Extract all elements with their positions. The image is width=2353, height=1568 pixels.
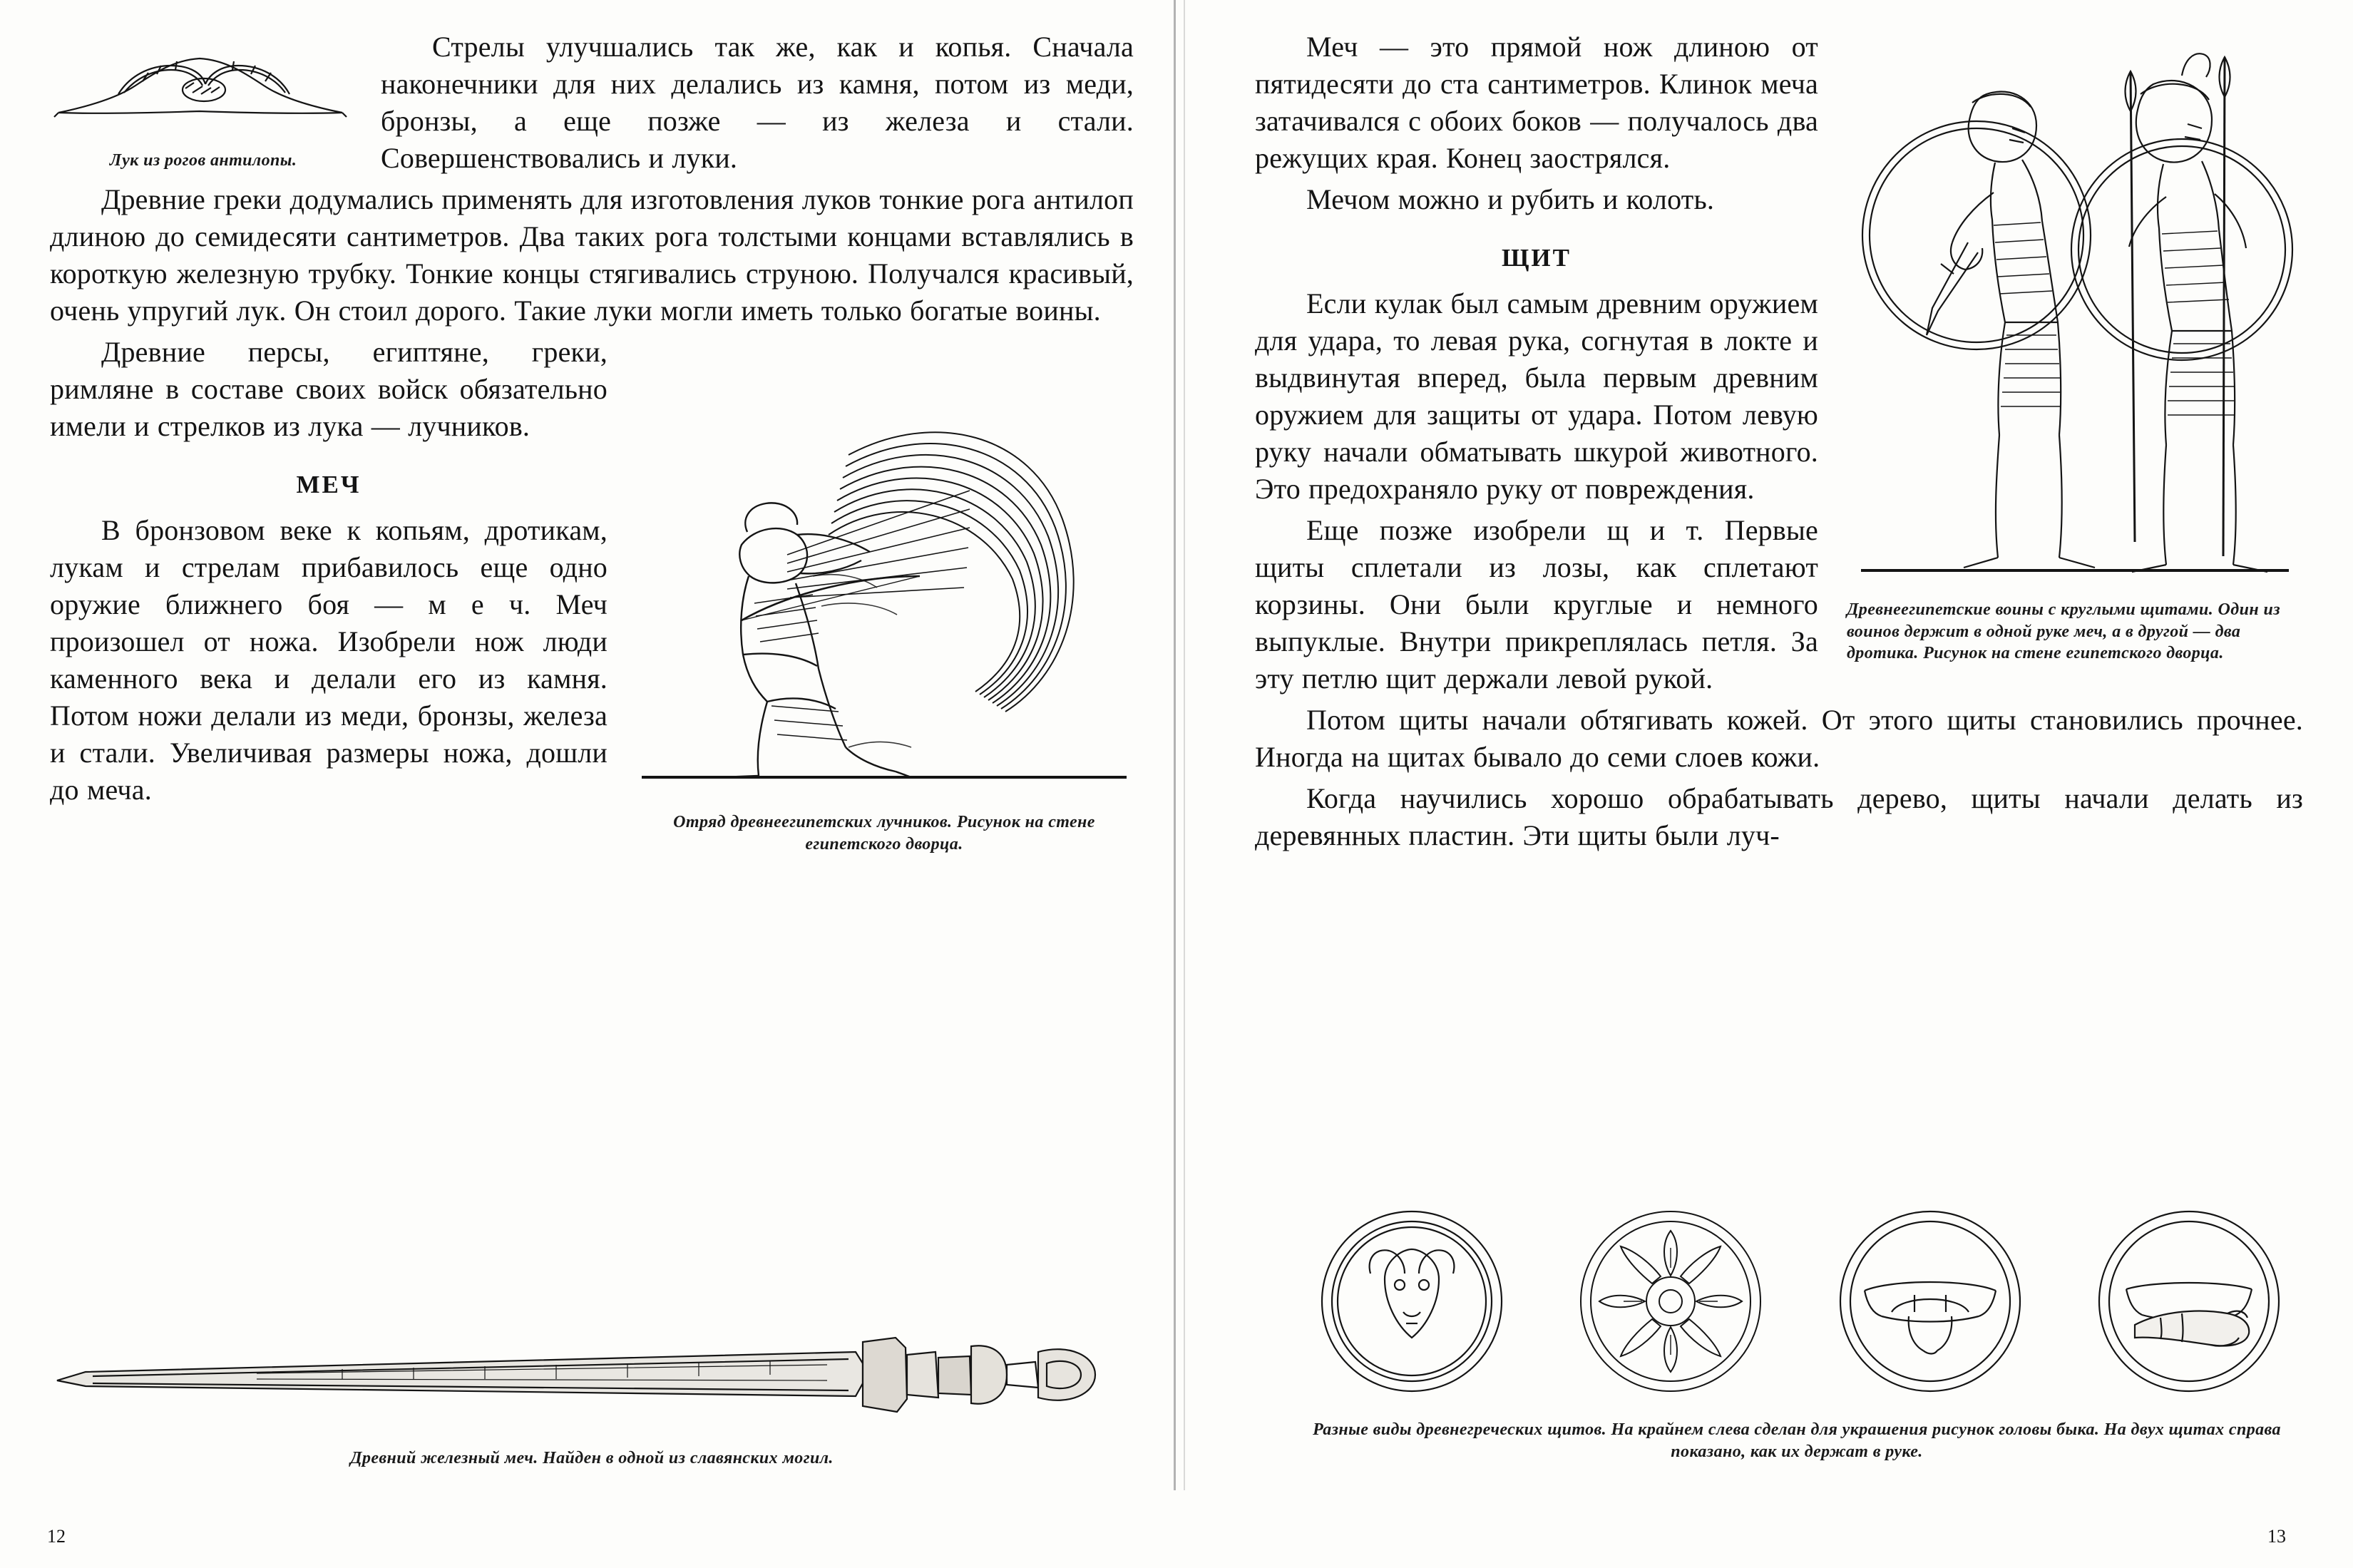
figure-bow (50, 29, 357, 172)
figure-archers (635, 341, 1134, 855)
right-paragraph-2: Мечом можно и рубить и колоть. (1306, 183, 1715, 215)
left-paragraph-1: Стрелы улучшались так же, как и копья. Сначала наконечники для них делались из камня, потом из меди, бронзы, а еще позже — из железа и стали. Совершенствовались и луки. (381, 31, 1134, 174)
left-paragraph-3: Древние персы, египтяне, греки, римляне в составе своих войск обязательно имели и стрелков из лука — лучников. (50, 336, 608, 442)
sword-illustration (43, 1312, 1112, 1440)
left-paragraph-2: Древние греки додумались применять для изготовления луков тонкие рога антилоп длиною до семидесяти сантиметров. Два таких рога толстыми концами вставлялись в короткую железную трубку. Тонкие концы стягивались струною. Получался красивый, очень упругий лук. Он стоил дорого. Такие луки могли иметь только богатые воины. (50, 183, 1134, 327)
section-heading-shield: ЩИТ (1501, 244, 1572, 272)
section-heading-sword: МЕЧ (296, 471, 362, 498)
right-paragraph-3: Если кулак был самым древним оружием для удара, то левая рука, согнутая в локте и выдвинутая вперед, была первым древним оружием для защиты от удара. Потом левую руку начали обматывать шкурой животного. Это предохраняло руку от повреждения. (1255, 287, 1818, 505)
right-paragraph-5: Потом щиты начали обтягивать кожей. От этого щиты становились прочнее. Иногда на щитах бывало до семи слоев кожи. (1255, 704, 2303, 773)
page-number-right: 13 (2267, 1526, 2286, 1547)
shield-grip-front (1823, 1205, 2037, 1398)
archers-illustration (635, 341, 1134, 811)
figure-sword-caption: Древний железный меч. Найден в одной из славянских могил. (350, 1449, 834, 1467)
bow-illustration (50, 29, 357, 150)
page-gutter (1174, 0, 1176, 1490)
left-page-column (50, 29, 1134, 862)
shield-bull-head (1305, 1205, 1519, 1398)
right-paragraph-6: Когда научились хорошо обрабатывать дерево, щиты начали делать из деревянных пластин. Эти щиты были луч- (1255, 782, 2303, 851)
shield-grip-arm (2082, 1205, 2296, 1398)
figure-sword (43, 1312, 1141, 1470)
shield-floral-pattern (1564, 1205, 1778, 1398)
right-paragraph-1: Меч — это прямой нож длиною от пятидесяти до ста сантиметров. Клинок меча затачивался с обоих боков — получалось два режущих края. Конец заострялся. (1255, 31, 1818, 174)
egyptian-warriors-illustration (1847, 29, 2303, 599)
right-page-column (1255, 29, 2303, 859)
figure-warriors (1847, 29, 2303, 665)
page-number-left: 12 (47, 1526, 66, 1547)
left-paragraph-4: В бронзовом веке к копьям, дротикам, лукам и стрелам прибавилось еще одно оружие ближнего боя — м е ч. Меч произошел от ножа. Изобрели нож люди каменного века и делали его из камня. Потом ножи делали из меди, бронзы, железа и стали. Увеличивая размеры ножа, дошли до меча. (50, 514, 608, 806)
figure-bow-caption: Лук из рогов антилопы. (109, 151, 297, 170)
figure-shields-caption-wrap (1298, 1419, 2296, 1462)
figure-shields-caption: Разные виды древнегреческих щитов. На крайнем слева сделан для украшения рисунок головы быка. На двух щитах справа показано, как их держат в руке. (1313, 1420, 2281, 1461)
figure-greek-shields (1305, 1205, 2296, 1398)
right-paragraph-4: Еще позже изобрели щ и т. Первые щиты сплетали из лозы, как сплетают корзины. Они были круглые и немного выпуклые. Внутри прикреплялась петля. За эту петлю щит держали левой рукой. (1255, 514, 1818, 695)
figure-warriors-caption: Древнеегипетские воины с круглыми щитами. Один из воинов держит в одной руке меч, а в другой — два дротика. Рисунок на стене египетского дворца. (1847, 600, 2280, 663)
figure-archers-caption: Отряд древнеегипетских лучников. Рисунок на стене египетского дворца. (673, 813, 1095, 854)
page-gutter-shadow (1184, 0, 1185, 1490)
